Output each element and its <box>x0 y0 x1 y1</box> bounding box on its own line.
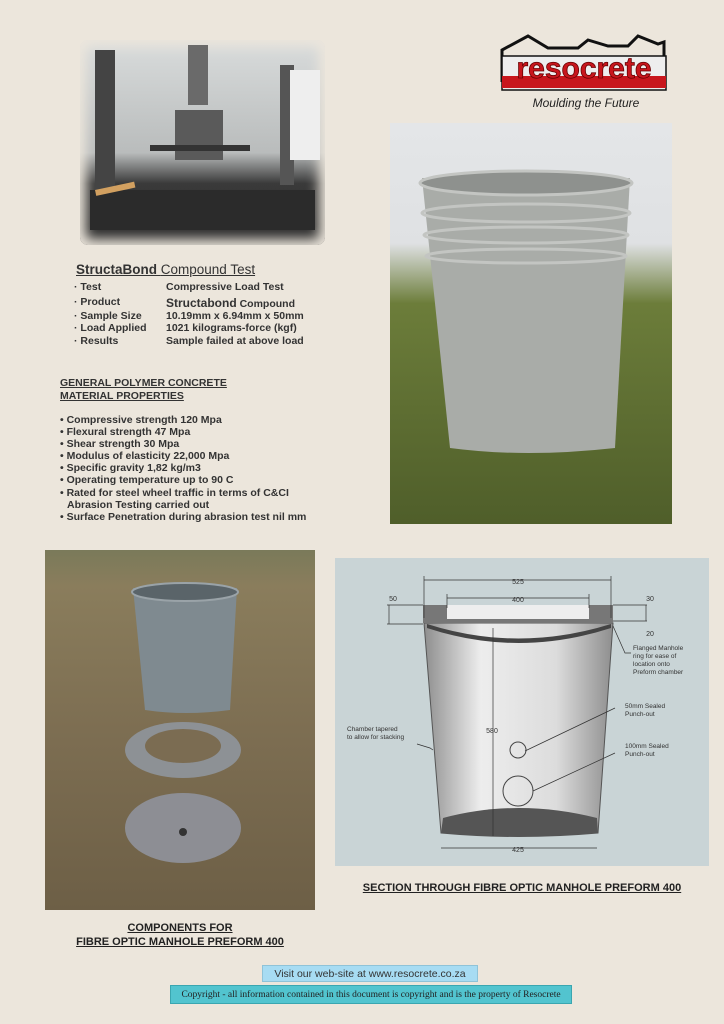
note-100mm-2: Punch-out <box>625 751 655 758</box>
note-50mm-2: Punch-out <box>625 711 655 718</box>
properties-heading <box>60 377 227 403</box>
logo-wordmark: resocrete <box>516 52 652 85</box>
section-diagram <box>335 558 709 866</box>
property-item: • Surface Penetration during abrasion test nil mm <box>60 510 307 523</box>
spec-key: · Load Applied <box>74 322 147 334</box>
note-flange-2: ring for ease of <box>633 653 677 660</box>
spec-value: Compressive Load Test <box>166 281 284 293</box>
components-caption-line1: COMPONENTS FOR <box>127 922 233 934</box>
spec-value: 10.19mm x 6.94mm x 50mm <box>166 310 304 322</box>
dim-flange-right-top: 30 <box>646 596 654 603</box>
section-caption: SECTION THROUGH FIBRE OPTIC MANHOLE PREFORM 400 <box>362 882 682 894</box>
properties-heading-line1: GENERAL POLYMER CONCRETE <box>60 377 227 389</box>
dim-height: 580 <box>486 728 498 735</box>
dim-flange-right-bottom: 20 <box>646 631 654 638</box>
test-title-brand: StructaBond <box>76 262 157 277</box>
note-taper-1: Chamber tapered <box>347 726 398 733</box>
property-item: • Flexural strength 47 Mpa <box>60 426 191 439</box>
components-caption <box>45 921 315 949</box>
note-flange-4: Preform chamber <box>633 669 684 676</box>
dim-flange-left: 50 <box>389 596 397 603</box>
compression-test-photo <box>80 40 325 245</box>
dim-bottom-width: 425 <box>512 847 524 854</box>
test-title-text: Compound Test <box>160 262 256 277</box>
components-caption-line2: FIBRE OPTIC MANHOLE PREFORM 400 <box>76 936 284 948</box>
copyright-notice: Copyright - all information contained in this document is copyright and is the property of Resocrete <box>170 985 572 1004</box>
property-item: • Rated for steel wheel traffic in terms of C&CI <box>60 486 289 499</box>
dim-top-width: 525 <box>512 579 524 586</box>
property-item: • Modulus of elasticity 22,000 Mpa <box>60 450 230 463</box>
test-rig-illustration <box>80 40 325 245</box>
note-100mm-1: 100mm Sealed <box>625 743 669 750</box>
property-item: • Shear strength 30 Mpa <box>60 438 180 451</box>
properties-heading-line2: MATERIAL PROPERTIES <box>60 390 184 402</box>
property-item: • Specific gravity 1,82 kg/m3 <box>60 462 201 475</box>
logo-tagline: Moulding the Future <box>532 96 640 110</box>
properties-list <box>60 414 306 523</box>
resocrete-logo <box>498 32 670 114</box>
website-link[interactable]: Visit our web-site at www.resocrete.co.za <box>262 965 478 982</box>
property-item: • Operating temperature up to 90 C <box>60 474 234 487</box>
spec-value <box>166 296 295 310</box>
product-brand: Structabond <box>166 296 237 310</box>
stacked-chambers-photo <box>390 123 672 524</box>
spec-key: · Sample Size <box>74 310 142 322</box>
components-photo <box>45 550 315 910</box>
test-title <box>76 262 255 277</box>
dim-opening: 400 <box>512 597 524 604</box>
note-flange-3: location onto <box>633 661 670 668</box>
product-name: Compound <box>239 298 295 310</box>
spec-value: Sample failed at above load <box>166 335 304 347</box>
note-flange-1: Flanged Manhole <box>633 645 684 652</box>
spec-key: · Test <box>74 281 102 293</box>
note-50mm-1: 50mm Sealed <box>625 703 666 710</box>
spec-key: · Results <box>74 335 119 347</box>
spec-key: · Product <box>74 296 121 308</box>
note-taper-2: to allow for stacking <box>347 734 405 741</box>
spec-value: 1021 kilograms-force (kgf) <box>166 322 297 334</box>
property-item: • Compressive strength 120 Mpa <box>60 414 222 426</box>
property-item: Abrasion Testing carried out <box>67 498 210 511</box>
